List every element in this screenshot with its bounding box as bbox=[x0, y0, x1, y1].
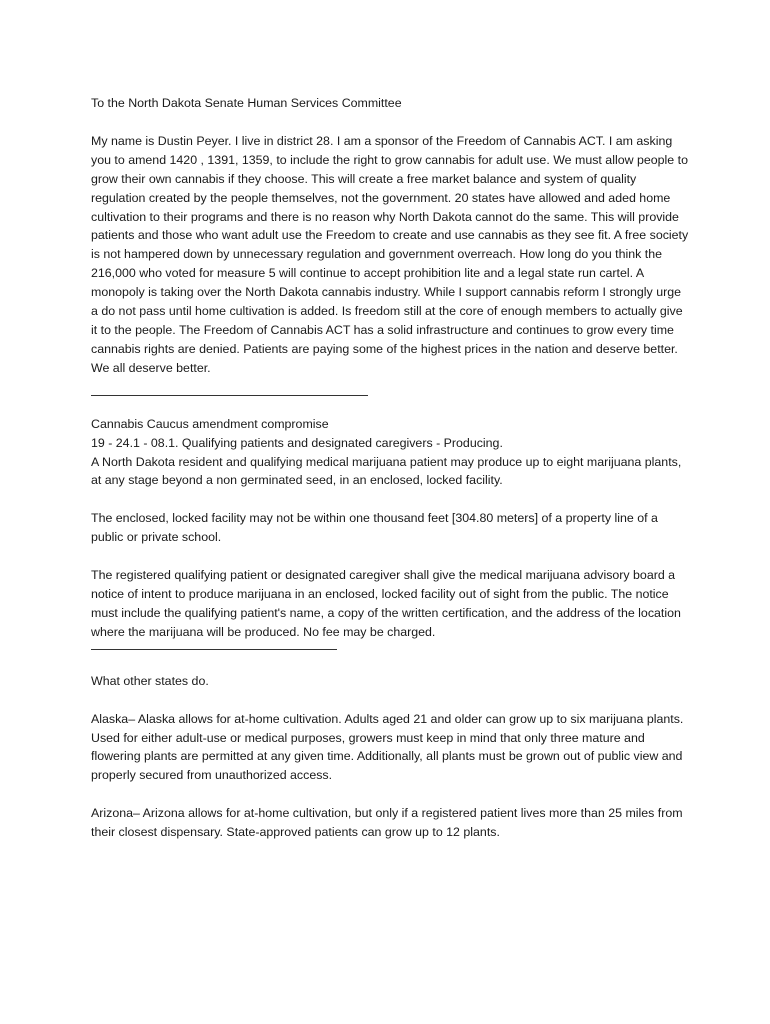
document-body bbox=[91, 94, 691, 842]
alaska-paragraph: Alaska– Alaska allows for at-home cultivation. Adults aged 21 and older can grow up to six marijuana plants. Used for either adult-use or medical purposes, growers must keep in mind that only three mature and flowering plants are permitted at any given time. Additionally, all plants must be grown out of public view and properly secured from unauthorized access. bbox=[91, 711, 684, 783]
other-states-heading: What other states do. bbox=[91, 673, 209, 688]
amendment-paragraph-2: The enclosed, locked facility may not be within one thousand feet [304.80 meters] of a property line of a public or private school. bbox=[91, 511, 658, 545]
letter-salutation: To the North Dakota Senate Human Services Committee bbox=[91, 96, 402, 110]
letter-body: My name is Dustin Peyer. I live in district 28. I am a sponsor of the Freedom of Cannabis ACT. I am asking you to amend 1420 , 1391, 1359, to include the right to grow cannabis for adult use. We must allow people to grow their own cannabis if they choose. This will create a free market balance and system of quality regulation created by the people themselves, not the government. 20 states have allowed and aded home cultivation to their programs and there is no reason why North Dakota cannot do the same. This will provide patients and those who want adult use the Freedom to create and use cannabis as they see fit. A free society is not hampered down by unnecessary regulation and government overreach. How long do you think the 216,000 who voted for measure 5 will continue to accept prohibition lite and a legal state run cartel. A monopoly is taking over the North Dakota cannabis industry. While I support cannabis reform I strongly urge a do not pass until home cultivation is added. Is freedom still at the core of enough members to actually give it to the people. The Freedom of Cannabis ACT has a solid infrastructure and continues to grow every time cannabis rights are denied. Patients are paying some of the highest prices in the nation and deserve better. We all deserve better. bbox=[91, 133, 689, 375]
amendment-paragraph-1: A North Dakota resident and qualifying medical marijuana patient may produce up to eight marijuana plants, at any stage beyond a non germinated seed, in an enclosed, locked facility. bbox=[91, 454, 682, 488]
arizona-paragraph: Arizona– Arizona allows for at-home cultivation, but only if a registered patient lives more than 25 miles from their closest dispensary. State-approved patients can grow up to 12 plants. bbox=[91, 806, 683, 840]
amendment-paragraph-3: The registered qualifying patient or designated caregiver shall give the medical marijuana advisory board a notice of intent to produce marijuana in an enclosed, locked facility out of sight from the public. The notice must include the qualifying patient's name, a copy of the written certification, and the address of the location where the marijuana will be produced. No fee may be charged. bbox=[91, 568, 681, 639]
amendment-section: 19 - 24.1 - 08.1. Qualifying patients and designated caregivers - Producing. bbox=[91, 435, 503, 450]
amendment-heading: Cannabis Caucus amendment compromise bbox=[91, 416, 329, 431]
